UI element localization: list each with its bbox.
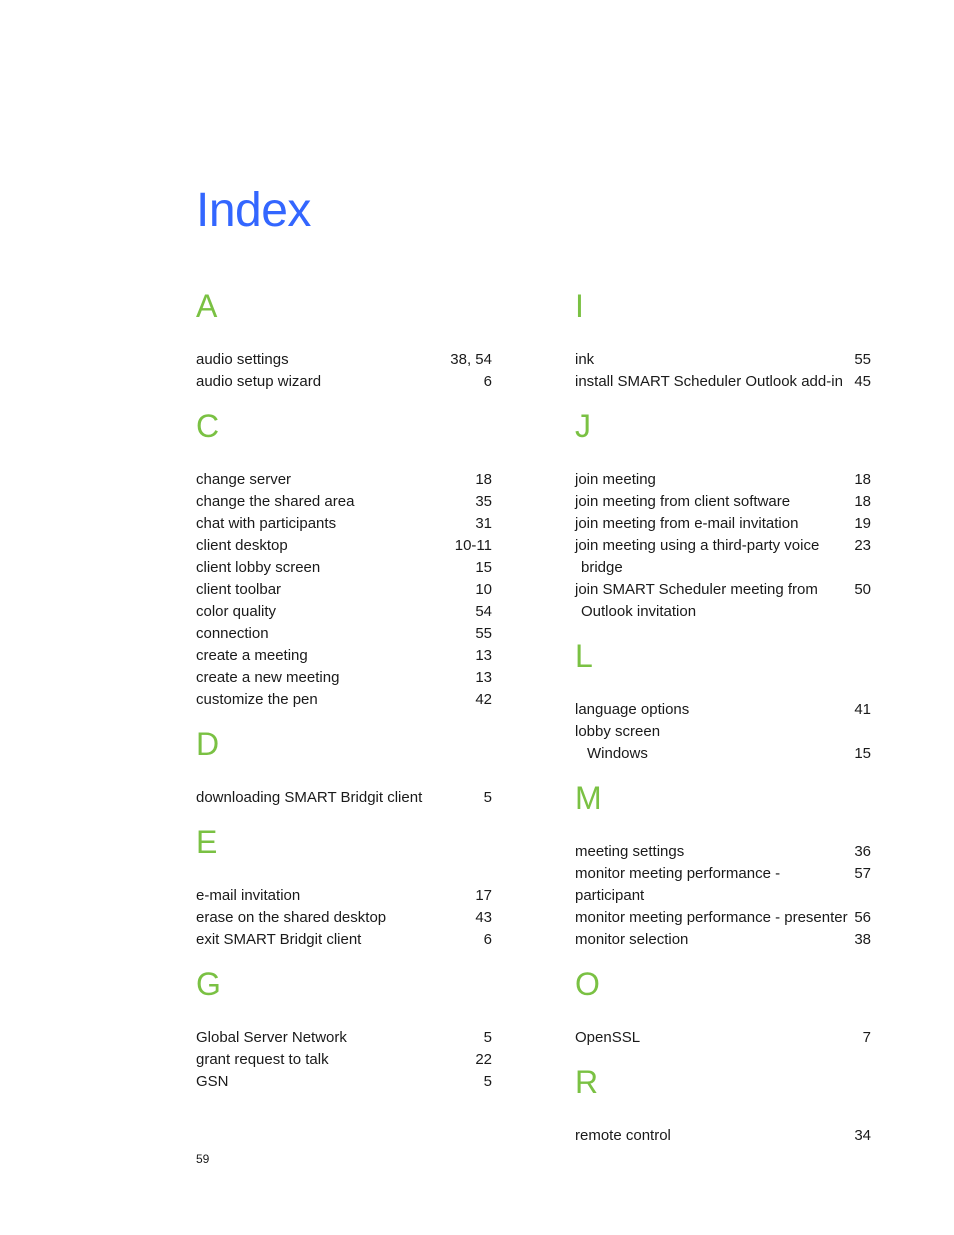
entry-term — [196, 667, 475, 689]
entry-term-text: meeting settings — [575, 843, 685, 860]
index-entry — [575, 1125, 871, 1147]
entry-page: 17 — [475, 887, 492, 904]
section-entries — [575, 699, 871, 765]
index-entry — [575, 907, 871, 929]
entry-page: 31 — [475, 515, 492, 532]
index-section-o — [575, 965, 871, 1049]
index-entry — [196, 513, 492, 535]
entry-term-text: erase on the shared desktop — [196, 909, 387, 926]
section-letter: J — [575, 408, 591, 444]
section-entries — [196, 349, 492, 393]
index-section-c — [196, 407, 492, 711]
entry-term-text: GSN — [196, 1073, 229, 1090]
entry-term — [575, 469, 854, 491]
section-letter: C — [196, 408, 220, 444]
entry-term — [575, 535, 854, 579]
entry-term-text: grant request to talk — [196, 1051, 329, 1068]
entry-page: 19 — [854, 515, 871, 532]
entry-page: 10 — [475, 581, 492, 598]
page-title: Index — [196, 184, 311, 237]
index-entry — [575, 929, 871, 951]
entry-term-continuation: Outlook invitation — [581, 603, 697, 620]
entry-page: 36 — [854, 843, 871, 860]
entry-term — [575, 699, 854, 721]
index-column-left — [196, 287, 492, 1107]
entry-term-text: exit SMART Bridgit client — [196, 931, 362, 948]
section-entries — [196, 885, 492, 951]
entry-term-text: join meeting from e-mail invitation — [575, 515, 799, 532]
index-section-a — [196, 287, 492, 393]
index-entry — [196, 667, 492, 689]
entry-page: 45 — [854, 373, 871, 390]
index-entry — [575, 721, 871, 743]
entry-term — [196, 907, 475, 929]
page-number: 59 — [196, 1152, 210, 1166]
entry-page: 55 — [854, 351, 871, 368]
index-entry — [575, 841, 871, 863]
section-letter: I — [575, 288, 584, 324]
index-section-j — [575, 407, 871, 623]
entry-term-text: monitor meeting performance - participant — [575, 865, 781, 904]
entry-term — [196, 929, 484, 951]
index-entry — [575, 371, 871, 393]
index-entry — [575, 349, 871, 371]
entry-term-text: client desktop — [196, 537, 288, 554]
entry-term — [575, 491, 854, 513]
entry-term — [196, 469, 475, 491]
section-letter: G — [196, 966, 221, 1002]
entry-term-text: change server — [196, 471, 292, 488]
entry-term-text: audio setup wizard — [196, 373, 322, 390]
entry-term — [575, 1027, 863, 1049]
entry-term — [196, 557, 475, 579]
entry-term — [196, 1071, 484, 1093]
entry-term — [575, 349, 854, 371]
entry-term — [196, 535, 455, 557]
entry-term — [575, 1125, 854, 1147]
entry-page: 41 — [854, 701, 871, 718]
index-entry — [196, 535, 492, 557]
entry-term — [196, 349, 450, 371]
entry-term-text: join meeting using a third-party voice — [575, 537, 820, 554]
entry-term — [196, 1049, 475, 1071]
entry-term — [196, 371, 484, 393]
entry-term — [575, 841, 854, 863]
index-entry — [196, 371, 492, 393]
entry-term-text: monitor selection — [575, 931, 689, 948]
index-section-m — [575, 779, 871, 951]
entry-term-text: connection — [196, 625, 269, 642]
entry-term-text: remote control — [575, 1127, 671, 1144]
entry-page: 57 — [854, 865, 871, 882]
section-letter: M — [575, 780, 602, 816]
index-entry — [196, 469, 492, 491]
index-entry — [575, 469, 871, 491]
section-entries — [196, 1027, 492, 1093]
section-entries — [575, 1027, 871, 1049]
entry-page: 35 — [475, 493, 492, 510]
entry-page: 7 — [862, 1029, 871, 1046]
entry-term — [196, 689, 475, 711]
entry-term-text: language options — [575, 701, 690, 718]
entry-page: 18 — [854, 471, 871, 488]
entry-term-text: downloading SMART Bridgit client — [196, 789, 423, 806]
entry-term-text: create a new meeting — [196, 669, 340, 686]
section-letter: O — [575, 966, 600, 1002]
entry-term — [196, 787, 484, 809]
entry-page: 5 — [483, 1073, 492, 1090]
entry-term — [575, 721, 871, 743]
entry-page: 10-11 — [454, 537, 492, 554]
entry-term-text: client toolbar — [196, 581, 282, 598]
entry-term-text: join meeting from client software — [575, 493, 791, 510]
entry-page: 23 — [854, 537, 871, 554]
index-entry — [196, 885, 492, 907]
index-entry — [196, 929, 492, 951]
index-entry — [196, 1049, 492, 1071]
entry-page: 6 — [483, 931, 492, 948]
entry-page: 15 — [854, 745, 871, 762]
entry-page: 13 — [475, 647, 492, 664]
index-entry — [196, 645, 492, 667]
index-entry — [575, 513, 871, 535]
entry-page: 43 — [475, 909, 492, 926]
index-entry — [575, 743, 871, 765]
entry-page: 34 — [854, 1127, 871, 1144]
entry-term-text: join SMART Scheduler meeting from — [575, 581, 818, 598]
index-entry — [575, 863, 871, 907]
index-section-g — [196, 965, 492, 1093]
entry-term-text: audio settings — [196, 351, 289, 368]
index-section-e — [196, 823, 492, 951]
entry-term — [575, 371, 854, 393]
entry-term-text: e-mail invitation — [196, 887, 301, 904]
index-entry — [575, 535, 871, 579]
entry-term-text: Global Server Network — [196, 1029, 347, 1046]
entry-page: 6 — [483, 373, 492, 390]
entry-term — [575, 863, 854, 907]
index-entry — [196, 557, 492, 579]
entry-term-text: join meeting — [575, 471, 656, 488]
entry-term — [575, 907, 854, 929]
index-entry — [575, 579, 871, 623]
entry-term-text: create a meeting — [196, 647, 308, 664]
index-entry — [196, 623, 492, 645]
entry-page: 13 — [475, 669, 492, 686]
entry-term — [196, 491, 475, 513]
entry-term-text: change the shared area — [196, 493, 355, 510]
index-entry — [196, 491, 492, 513]
entry-term — [196, 645, 475, 667]
index-entry — [196, 1027, 492, 1049]
entry-term-text: color quality — [196, 603, 277, 620]
index-entry — [196, 787, 492, 809]
entry-page: 38, 54 — [450, 351, 492, 368]
index-entry — [196, 579, 492, 601]
section-letter: E — [196, 824, 218, 860]
section-entries — [575, 1125, 871, 1147]
entry-term — [196, 513, 475, 535]
entry-page: 18 — [854, 493, 871, 510]
entry-page: 18 — [475, 471, 492, 488]
index-entry — [196, 689, 492, 711]
index-entry — [196, 907, 492, 929]
entry-page: 50 — [854, 581, 871, 598]
entry-term-text: install SMART Scheduler Outlook add-in — [575, 373, 843, 390]
entry-term-text: ink — [575, 351, 595, 368]
entry-term-text: client lobby screen — [196, 559, 321, 576]
index-entry — [196, 349, 492, 371]
entry-term — [575, 579, 854, 623]
section-entries — [196, 787, 492, 809]
section-entries — [575, 841, 871, 951]
index-entry — [196, 601, 492, 623]
section-entries — [575, 349, 871, 393]
entry-page: 22 — [475, 1051, 492, 1068]
section-entries — [196, 469, 492, 711]
index-section-i — [575, 287, 871, 393]
entry-term-text: OpenSSL — [575, 1029, 641, 1046]
section-letter: L — [575, 638, 593, 674]
section-letter: D — [196, 726, 220, 762]
entry-term-text: chat with participants — [196, 515, 337, 532]
entry-page: 56 — [854, 909, 871, 926]
entry-term-text: monitor meeting performance - presenter — [575, 909, 848, 926]
index-entry — [196, 1071, 492, 1093]
index-section-r — [575, 1063, 871, 1147]
entry-term — [575, 513, 854, 535]
section-letter: A — [196, 288, 218, 324]
index-section-d — [196, 725, 492, 809]
entry-page: 5 — [483, 1029, 492, 1046]
index-section-l — [575, 637, 871, 765]
index-entry — [575, 699, 871, 721]
entry-term-continuation: bridge — [581, 559, 623, 576]
entry-term-text: customize the pen — [196, 691, 318, 708]
entry-page: 42 — [475, 691, 492, 708]
entry-page: 5 — [483, 789, 492, 806]
entry-term — [196, 579, 475, 601]
index-column-right — [575, 287, 871, 1161]
section-letter: R — [575, 1064, 599, 1100]
entry-term — [196, 601, 475, 623]
index-entry — [575, 491, 871, 513]
entry-term — [575, 929, 854, 951]
entry-page: 55 — [475, 625, 492, 642]
index-entry — [575, 1027, 871, 1049]
entry-page: 38 — [854, 931, 871, 948]
entry-page: 54 — [475, 603, 492, 620]
section-entries — [575, 469, 871, 623]
entry-term — [575, 743, 854, 765]
entry-term — [196, 885, 475, 907]
entry-term — [196, 1027, 484, 1049]
entry-term-text: Windows — [587, 745, 648, 762]
entry-term-text: lobby screen — [575, 723, 661, 740]
entry-page: 15 — [475, 559, 492, 576]
entry-term — [196, 623, 475, 645]
